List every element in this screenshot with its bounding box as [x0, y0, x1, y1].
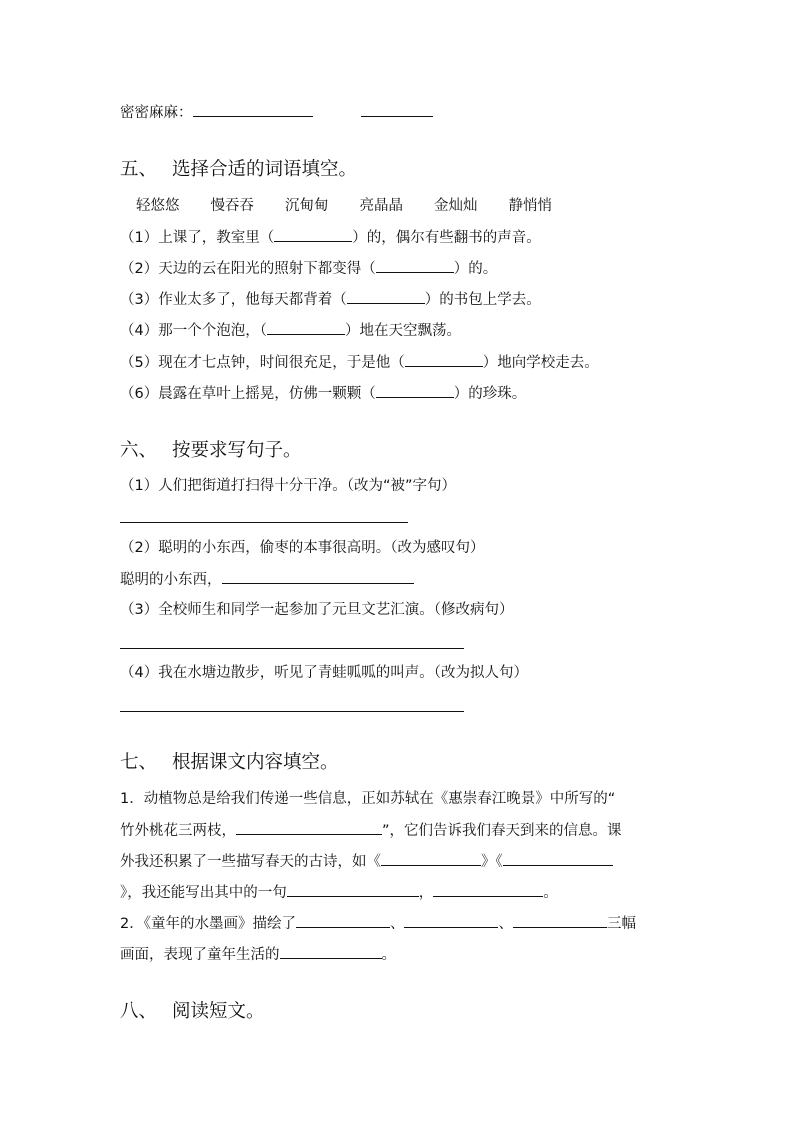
word-option: 亮晶晶: [359, 198, 403, 214]
item-text: （3）作业太多了，他每天都背着（: [120, 292, 347, 308]
fill-item: [120, 258, 497, 279]
section-5-heading: [120, 157, 357, 183]
paragraph-text: 画面，表现了童年生活的: [120, 947, 280, 963]
answer-blank[interactable]: [513, 913, 607, 928]
answer-blank[interactable]: [193, 102, 313, 117]
paragraph-text: 2．《童年的水墨画》描绘了: [120, 916, 296, 932]
word-option: 轻悠悠: [136, 198, 180, 214]
paragraph-line: [120, 913, 636, 934]
item-text: ）地向学校走去。: [482, 355, 599, 371]
answer-blank[interactable]: [433, 882, 543, 897]
fill-item: [120, 320, 461, 341]
answer-blank[interactable]: [405, 352, 483, 367]
section-8-heading: [120, 999, 265, 1025]
fill-item: [120, 383, 526, 404]
section-number: 八、: [120, 1001, 158, 1022]
section-title: 选择合适的词语填空。: [172, 159, 358, 180]
section-title: 根据课文内容填空。: [172, 752, 339, 773]
section-title: 阅读短文。: [172, 1001, 265, 1022]
answer-blank[interactable]: [296, 913, 390, 928]
paragraph-line: [120, 882, 558, 903]
answer-blank[interactable]: [361, 102, 433, 117]
section-number: 五、: [120, 159, 158, 180]
paragraph-text: 。: [381, 947, 396, 963]
item-text: （1）上课了，教室里（: [120, 230, 275, 246]
item-text: （2）天边的云在阳光的照射下都变得（: [120, 261, 376, 277]
fill-item: [120, 289, 541, 310]
item-text: ）的。: [453, 261, 498, 277]
answer-blank[interactable]: [376, 258, 454, 273]
section-6-heading: [120, 438, 302, 464]
paragraph-text: 、: [389, 916, 405, 932]
word-option: 慢吞吞: [210, 198, 254, 214]
item-text: （6）晨露在草叶上摇晃，仿佛一颗颗（: [120, 386, 376, 402]
item-text: （4）那一个个泡泡，（: [120, 323, 267, 339]
word-bank: [136, 196, 583, 216]
item-text: ）地在天空飘荡。: [344, 323, 461, 339]
answer-prefix: 聪明的小东西，: [120, 572, 222, 588]
question-text: （2）聪明的小东西，偷枣的本事很高明。（改为感叹句）: [120, 540, 485, 556]
answer-blank[interactable]: [381, 851, 481, 866]
fill-item: [120, 352, 599, 373]
paragraph-line: [120, 851, 613, 872]
item-text: （5）现在才七点钟，时间很充足，于是他（: [120, 355, 405, 371]
word-option: 沉甸甸: [285, 198, 329, 214]
paragraph-text: 外我还积累了一些描写春天的古诗，如《: [120, 854, 381, 870]
paragraph-text: ，: [418, 885, 434, 901]
item-text: ）的珍珠。: [453, 386, 527, 402]
answer-row: [120, 569, 414, 590]
question-text: （1）人们把街道打扫得十分干净。（改为“被”字句）: [120, 478, 456, 494]
answer-blank[interactable]: [236, 820, 382, 835]
paragraph-text: 》《: [481, 854, 503, 870]
section-number: 六、: [120, 440, 158, 461]
item-text: ）的，偶尔有些翻书的声音。: [352, 230, 541, 246]
word-option: 金灿灿: [434, 198, 478, 214]
paragraph-text: 竹外桃花三两枝，: [120, 823, 236, 839]
answer-blank[interactable]: [376, 383, 454, 398]
question-text: （4）我在水塘边散步，听见了青蛙呱呱的叫声。（改为拟人句）: [120, 665, 528, 681]
question-text: （3）全校师生和同学一起参加了元旦文艺汇演。（修改病句）: [120, 602, 514, 618]
answer-blank[interactable]: [222, 569, 414, 584]
section-number: 七、: [120, 752, 158, 773]
answer-blank[interactable]: [347, 289, 425, 304]
paragraph-text: 、: [498, 916, 513, 932]
top-line: [120, 102, 433, 123]
answer-blank[interactable]: [287, 882, 419, 897]
paragraph-text: 1．动植物总是给我们传递一些信息，正如苏轼在《惠崇春江晚景》中所写的“: [120, 791, 616, 807]
paragraph-line: [120, 789, 615, 809]
answer-blank[interactable]: [404, 913, 498, 928]
answer-blank[interactable]: [280, 944, 382, 959]
answer-blank[interactable]: [274, 227, 352, 242]
word-option: 静悄悄: [508, 198, 552, 214]
answer-line[interactable]: [120, 522, 408, 523]
paragraph-line: [120, 944, 396, 965]
answer-line[interactable]: [120, 711, 464, 712]
paragraph-text: 。: [543, 885, 558, 901]
paragraph-line: [120, 820, 622, 841]
paragraph-text: 三幅: [606, 916, 636, 932]
answer-blank[interactable]: [267, 320, 345, 335]
section-7-heading: [120, 750, 339, 776]
item-text: ）的书包上学去。: [424, 292, 541, 308]
section-title: 按要求写句子。: [172, 440, 302, 461]
top-label: 密密麻麻：: [120, 105, 193, 121]
paragraph-text: ”，它们告诉我们春天到来的信息。课: [382, 823, 622, 839]
paragraph-text: 》，我还能写出其中的一句: [120, 885, 287, 901]
answer-line[interactable]: [120, 648, 464, 649]
answer-blank[interactable]: [503, 851, 613, 866]
fill-item: [120, 227, 541, 248]
